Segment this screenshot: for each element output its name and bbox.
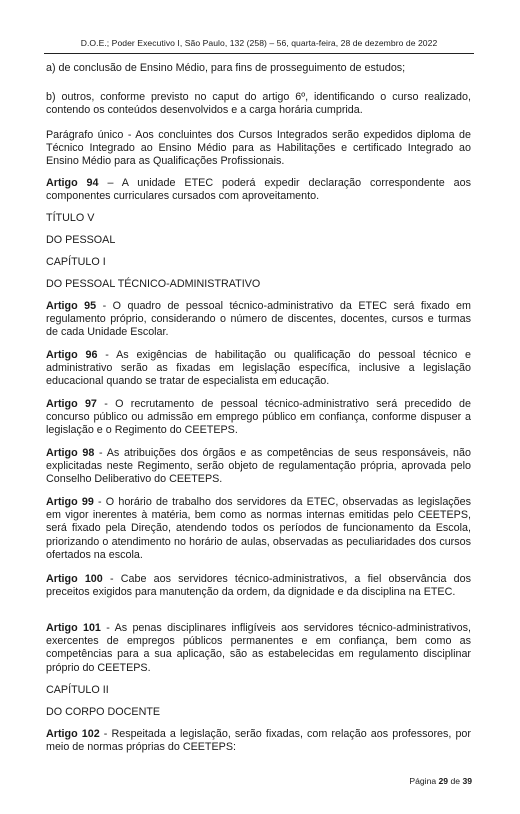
article-label: Artigo 102 [46, 728, 100, 740]
chapter-subheading-2: DO CORPO DOCENTE [46, 706, 161, 718]
article-99 [46, 496, 471, 562]
paragraph-sole: Parágrafo único - Aos concluintes dos Cursos Integrados serão expedidos diploma de Técnico Integrado ao Ensino Médio para as Habilitações e certificado Integrado ao Ensino Médio para as Qualificações Profissionais. [46, 129, 471, 168]
page-of: de [448, 776, 463, 786]
header-divider [44, 53, 474, 54]
article-text: - As atribuições dos órgãos e as competências de seus responsáveis, não explicitadas neste Regimento, serão objeto de regulamentação própria, aprovada pelo Conselho Deliberativo do CEETEPS. [46, 447, 471, 486]
page-prefix: Página [409, 776, 439, 786]
article-label: Artigo 96 [46, 349, 98, 361]
article-label: Artigo 101 [46, 622, 101, 634]
title-subheading: DO PESSOAL [46, 234, 116, 246]
article-100 [46, 573, 471, 599]
article-101 [46, 622, 471, 675]
article-95 [46, 300, 471, 340]
article-102 [46, 728, 471, 754]
article-label: Artigo 97 [46, 398, 97, 410]
article-label: Artigo 100 [46, 573, 103, 585]
article-label: Artigo 99 [46, 496, 94, 508]
page-header: D.O.E.; Poder Executivo I, São Paulo, 132 (258) – 56, quarta-feira, 28 de dezembro de 2022 [80, 38, 438, 48]
chapter-heading: CAPÍTULO I [46, 256, 106, 268]
article-text: - Respeitada a legislação, serão fixadas, com relação aos professores, por meio de normas próprias do CEETEPS: [46, 728, 471, 754]
paragraph-item-b: b) outros, conforme previsto no caput do artigo 6º, identificando o curso realizado, contendo os conteúdos desenvolvidos e a carga horária cumprida. [46, 91, 471, 117]
article-97 [46, 398, 471, 438]
article-text: - As penas disciplinares infligíveis aos servidores técnico-administrativos, exercentes de empregos públicos permanentes e em confiança, bem como as competências para a sua aplicação, são as estabelecidas em regulamento disciplinar próprio do CEETEPS. [46, 622, 471, 674]
article-text: - O recrutamento de pessoal técnico-administrativo será precedido de concurso público ou admissão em emprego público em confiança, conforme dispuser a legislação e o Regimento do CEETEPS. [46, 398, 471, 437]
chapter-subheading: DO PESSOAL TÉCNICO-ADMINISTRATIVO [46, 278, 261, 290]
article-label: Artigo 94 [46, 177, 99, 189]
article-96 [46, 349, 471, 389]
page-number: 29 [438, 776, 449, 786]
article-text: - Cabe aos servidores técnico-administrativos, a fiel observância dos preceitos exigidos para manutenção da ordem, da dignidade e da disciplina na ETEC. [46, 573, 471, 599]
page-footer [409, 776, 472, 786]
page-total: 39 [462, 776, 472, 786]
article-label: Artigo 95 [46, 300, 97, 312]
article-text: - As exigências de habilitação ou qualificação do pessoal técnico e administrativo serão as fixadas em legislação específica, inclusive a legislação educacional quando se tratar de especialista em educação. [46, 349, 471, 388]
article-94 [46, 177, 471, 203]
chapter-heading-2: CAPÍTULO II [46, 684, 109, 696]
article-text: – A unidade ETEC poderá expedir declaração correspondente aos componentes curriculares cursados com aproveitamento. [46, 177, 472, 203]
article-text: - O quadro de pessoal técnico-administrativo da ETEC será fixado em regulamento próprio, considerando o número de discentes, docentes, cursos e turmas de cada Unidade Escolar. [46, 300, 471, 339]
title-heading: TÍTULO V [46, 212, 95, 224]
article-label: Artigo 98 [46, 447, 95, 459]
paragraph-item-a: a) de conclusão de Ensino Médio, para fins de prosseguimento de estudos; [46, 62, 406, 74]
article-98 [46, 447, 471, 487]
article-text: - O horário de trabalho dos servidores da ETEC, observadas as legislações em vigor inerentes à matéria, bem como as normas internas emitidas pelo CEETEPS, será fixado pela Direção, atendendo todos os períodos de funcionamento da Escola, priorizando o atendimento no horário de aulas, observadas as peculiaridades dos cursos ofertados na escola. [46, 496, 472, 561]
